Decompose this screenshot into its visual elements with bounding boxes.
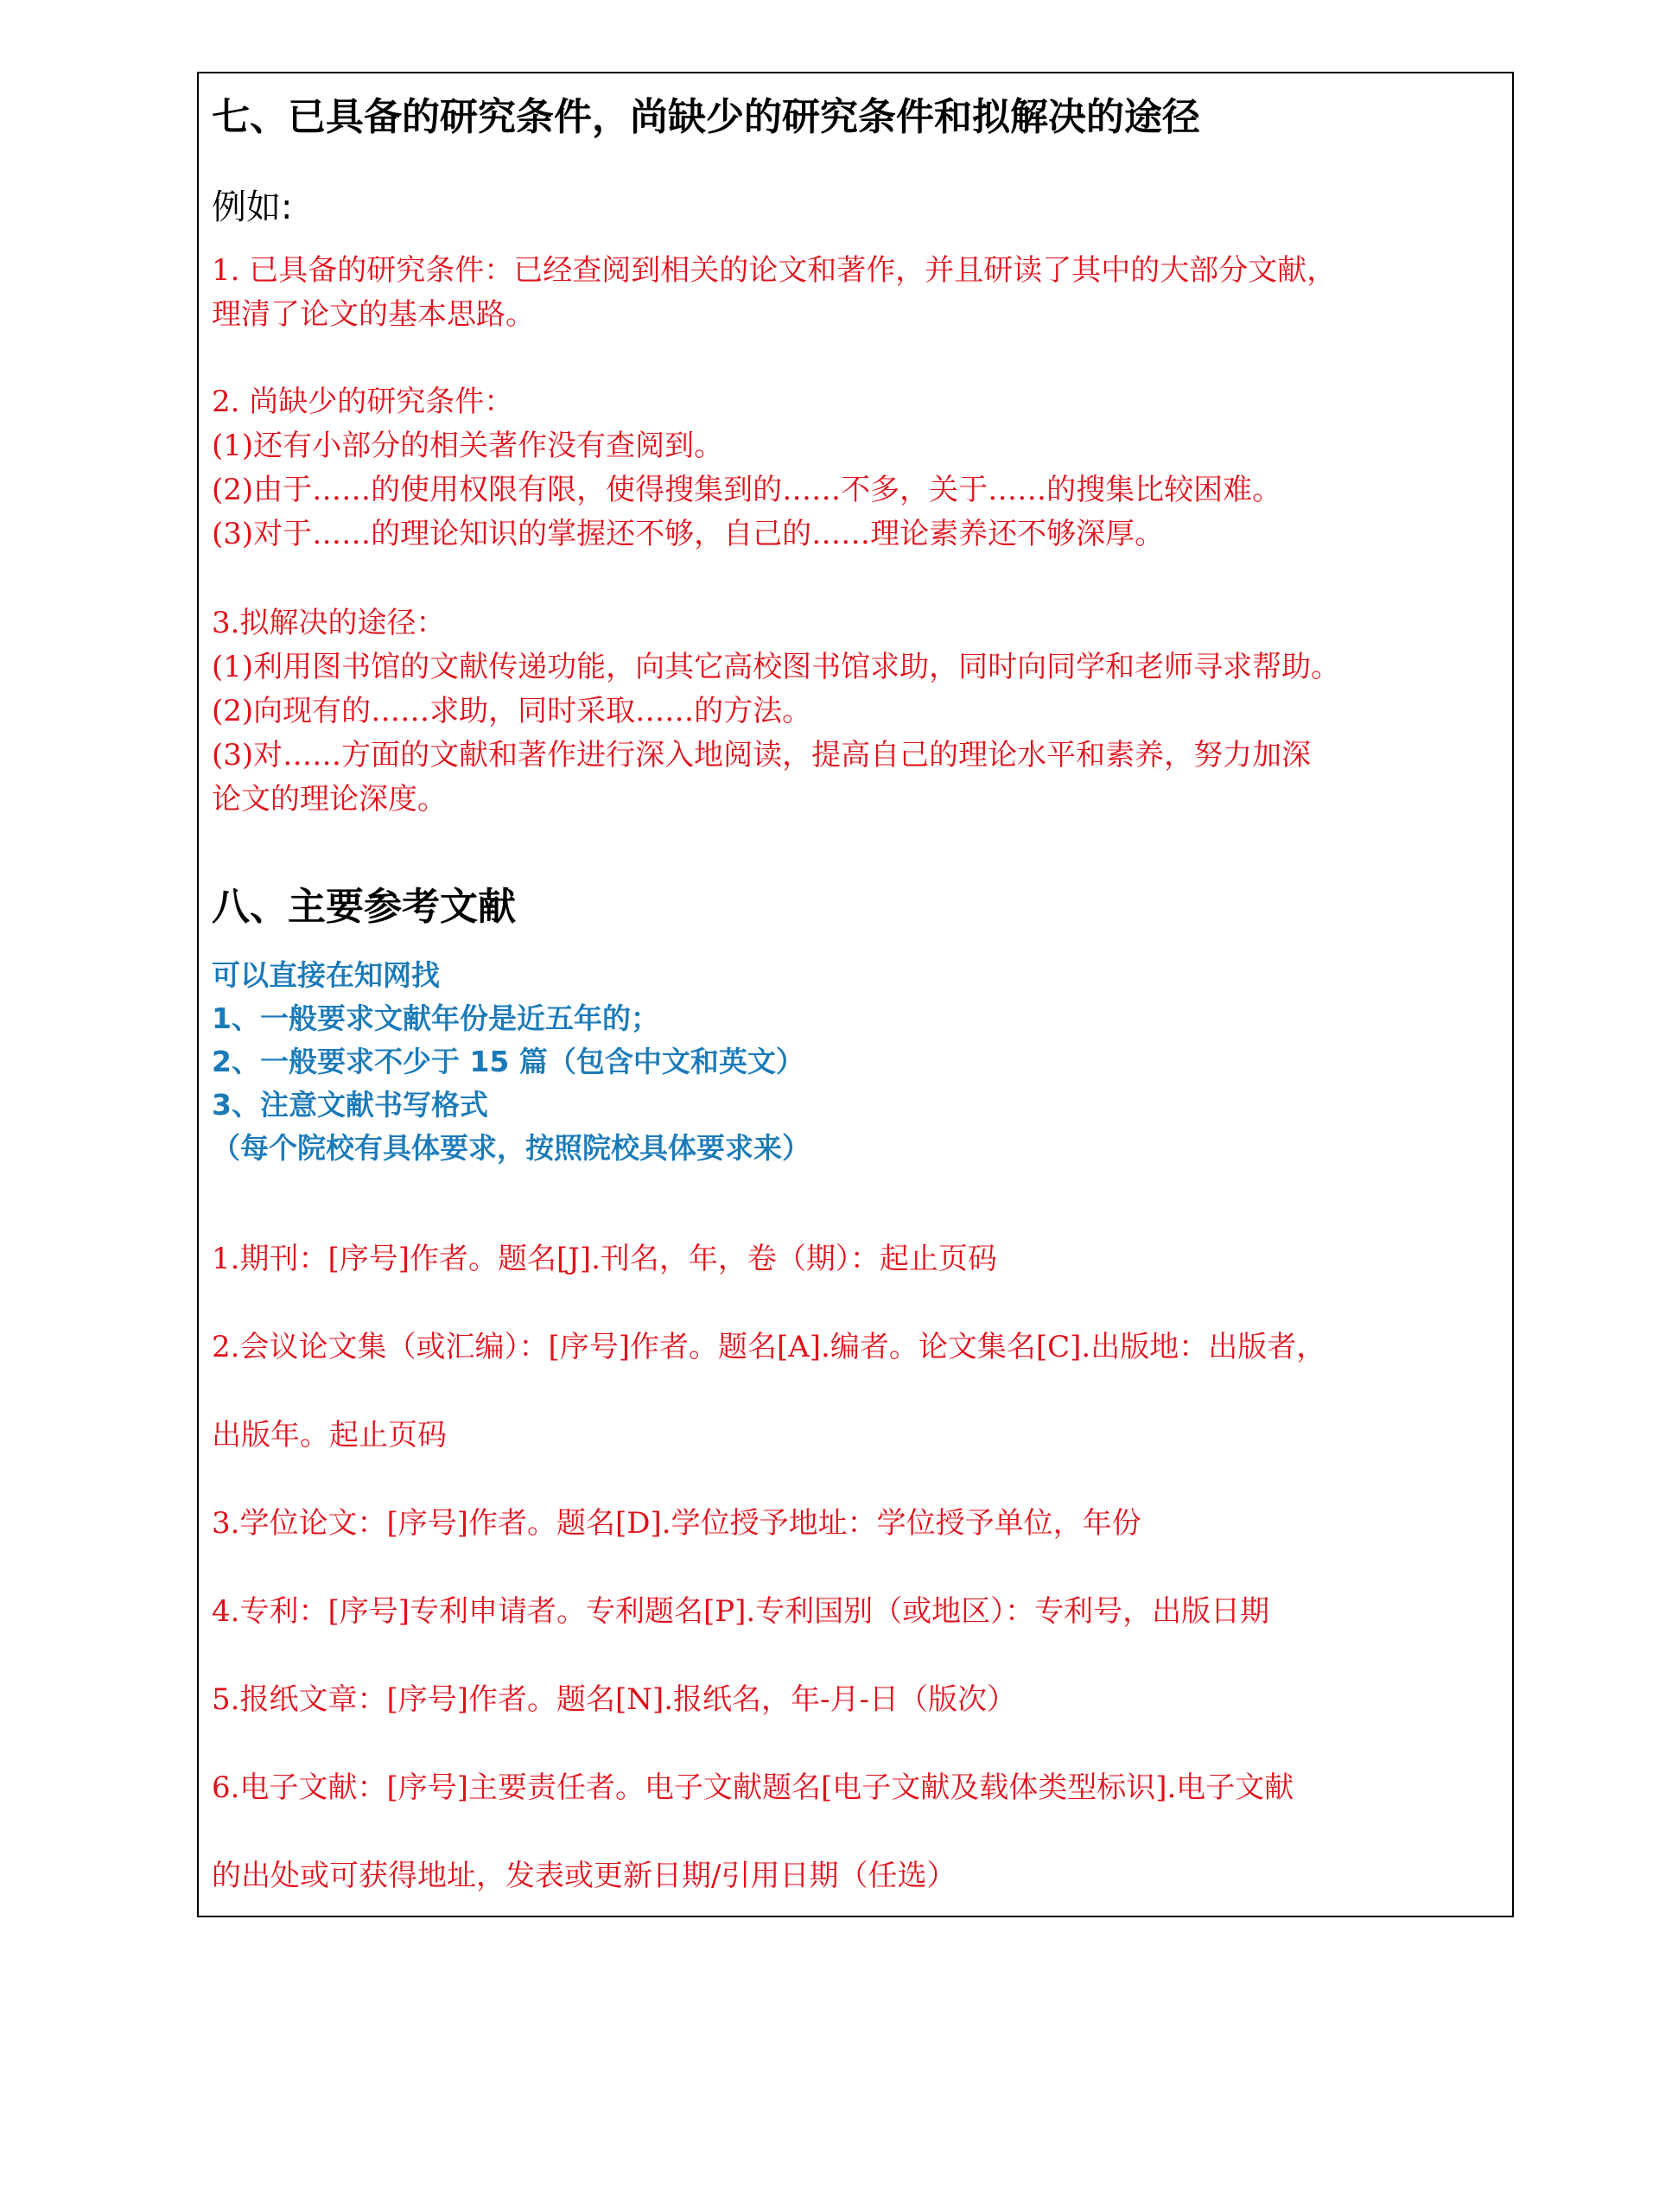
section-7-title: 七、已具备的研究条件，尚缺少的研究条件和拟解决的途径	[212, 95, 1200, 139]
example-label: 例如:	[212, 188, 293, 227]
lacking-item: (1)还有小部分的相关著作没有查阅到。	[212, 429, 724, 463]
lacking-item: (3)对于……的理论知识的掌握还不够，自己的……理论素养还不够深厚。	[212, 517, 1165, 551]
format-newspaper: 5.报纸文章：[序号]作者。题名[N].报纸名，年-月-日（版次）	[212, 1682, 1017, 1717]
lacking-item: (2)由于……的使用权限有限，使得搜集到的……不多，关于……的搜集比较困难。	[212, 473, 1282, 507]
format-electronic-cont: 的出处或可获得地址，发表或更新日期/引用日期（任选）	[212, 1859, 957, 1893]
reference-note: 3、注意文献书写格式	[212, 1088, 488, 1122]
lacking-heading: 2. 尚缺少的研究条件：	[212, 385, 514, 419]
reference-note: 可以直接在知网找	[212, 958, 440, 992]
format-patent: 4.专利：[序号]专利申请者。专利题名[P].专利国别（或地区）：专利号，出版日期	[212, 1594, 1270, 1629]
format-electronic: 6.电子文献：[序号]主要责任者。电子文献题名[电子文献及载体类型标识].电子文献	[212, 1770, 1294, 1805]
solutions	[212, 601, 1508, 822]
solutions-item: (1)利用图书馆的文献传递功能，向其它高校图书馆求助，同时向同学和老师寻求帮助。	[212, 650, 1341, 684]
solutions-heading: 3.拟解决的途径：	[212, 606, 446, 640]
reference-note: （每个院校有具体要求，按照院校具体要求来）	[212, 1131, 810, 1165]
solutions-item: (3)对……方面的文献和著作进行深入地阅读，提高自己的理论水平和素养，努力加深	[212, 738, 1312, 772]
reference-notes	[212, 954, 810, 1170]
available-line: 理清了论文的基本思路。	[212, 297, 535, 332]
format-conference: 2.会议论文集（或汇编）：[序号]作者。题名[A].编者。论文集名[C].出版地：出版者，	[212, 1330, 1326, 1364]
format-journal: 1.期刊：[序号]作者。题名[J].刊名，年，卷（期）：起止页码	[212, 1242, 997, 1276]
section-8-title: 八、主要参考文献	[212, 885, 516, 929]
reference-note: 1、一般要求文献年份是近五年的；	[212, 1001, 659, 1035]
format-thesis: 3.学位论文：[序号]作者。题名[D].学位授予地址：学位授予单位，年份	[212, 1506, 1141, 1541]
format-conference-cont: 出版年。起止页码	[212, 1418, 447, 1452]
available-conditions	[212, 249, 1508, 337]
available-line: 1. 已具备的研究条件：已经查阅到相关的论文和著作，并且研读了其中的大部分文献，	[212, 253, 1337, 288]
lacking-conditions	[212, 380, 1508, 556]
solutions-item: 论文的理论深度。	[212, 782, 447, 817]
reference-note: 2、一般要求不少于 15 篇（包含中文和英文）	[212, 1045, 804, 1078]
solutions-item: (2)向现有的……求助，同时采取……的方法。	[212, 694, 812, 728]
